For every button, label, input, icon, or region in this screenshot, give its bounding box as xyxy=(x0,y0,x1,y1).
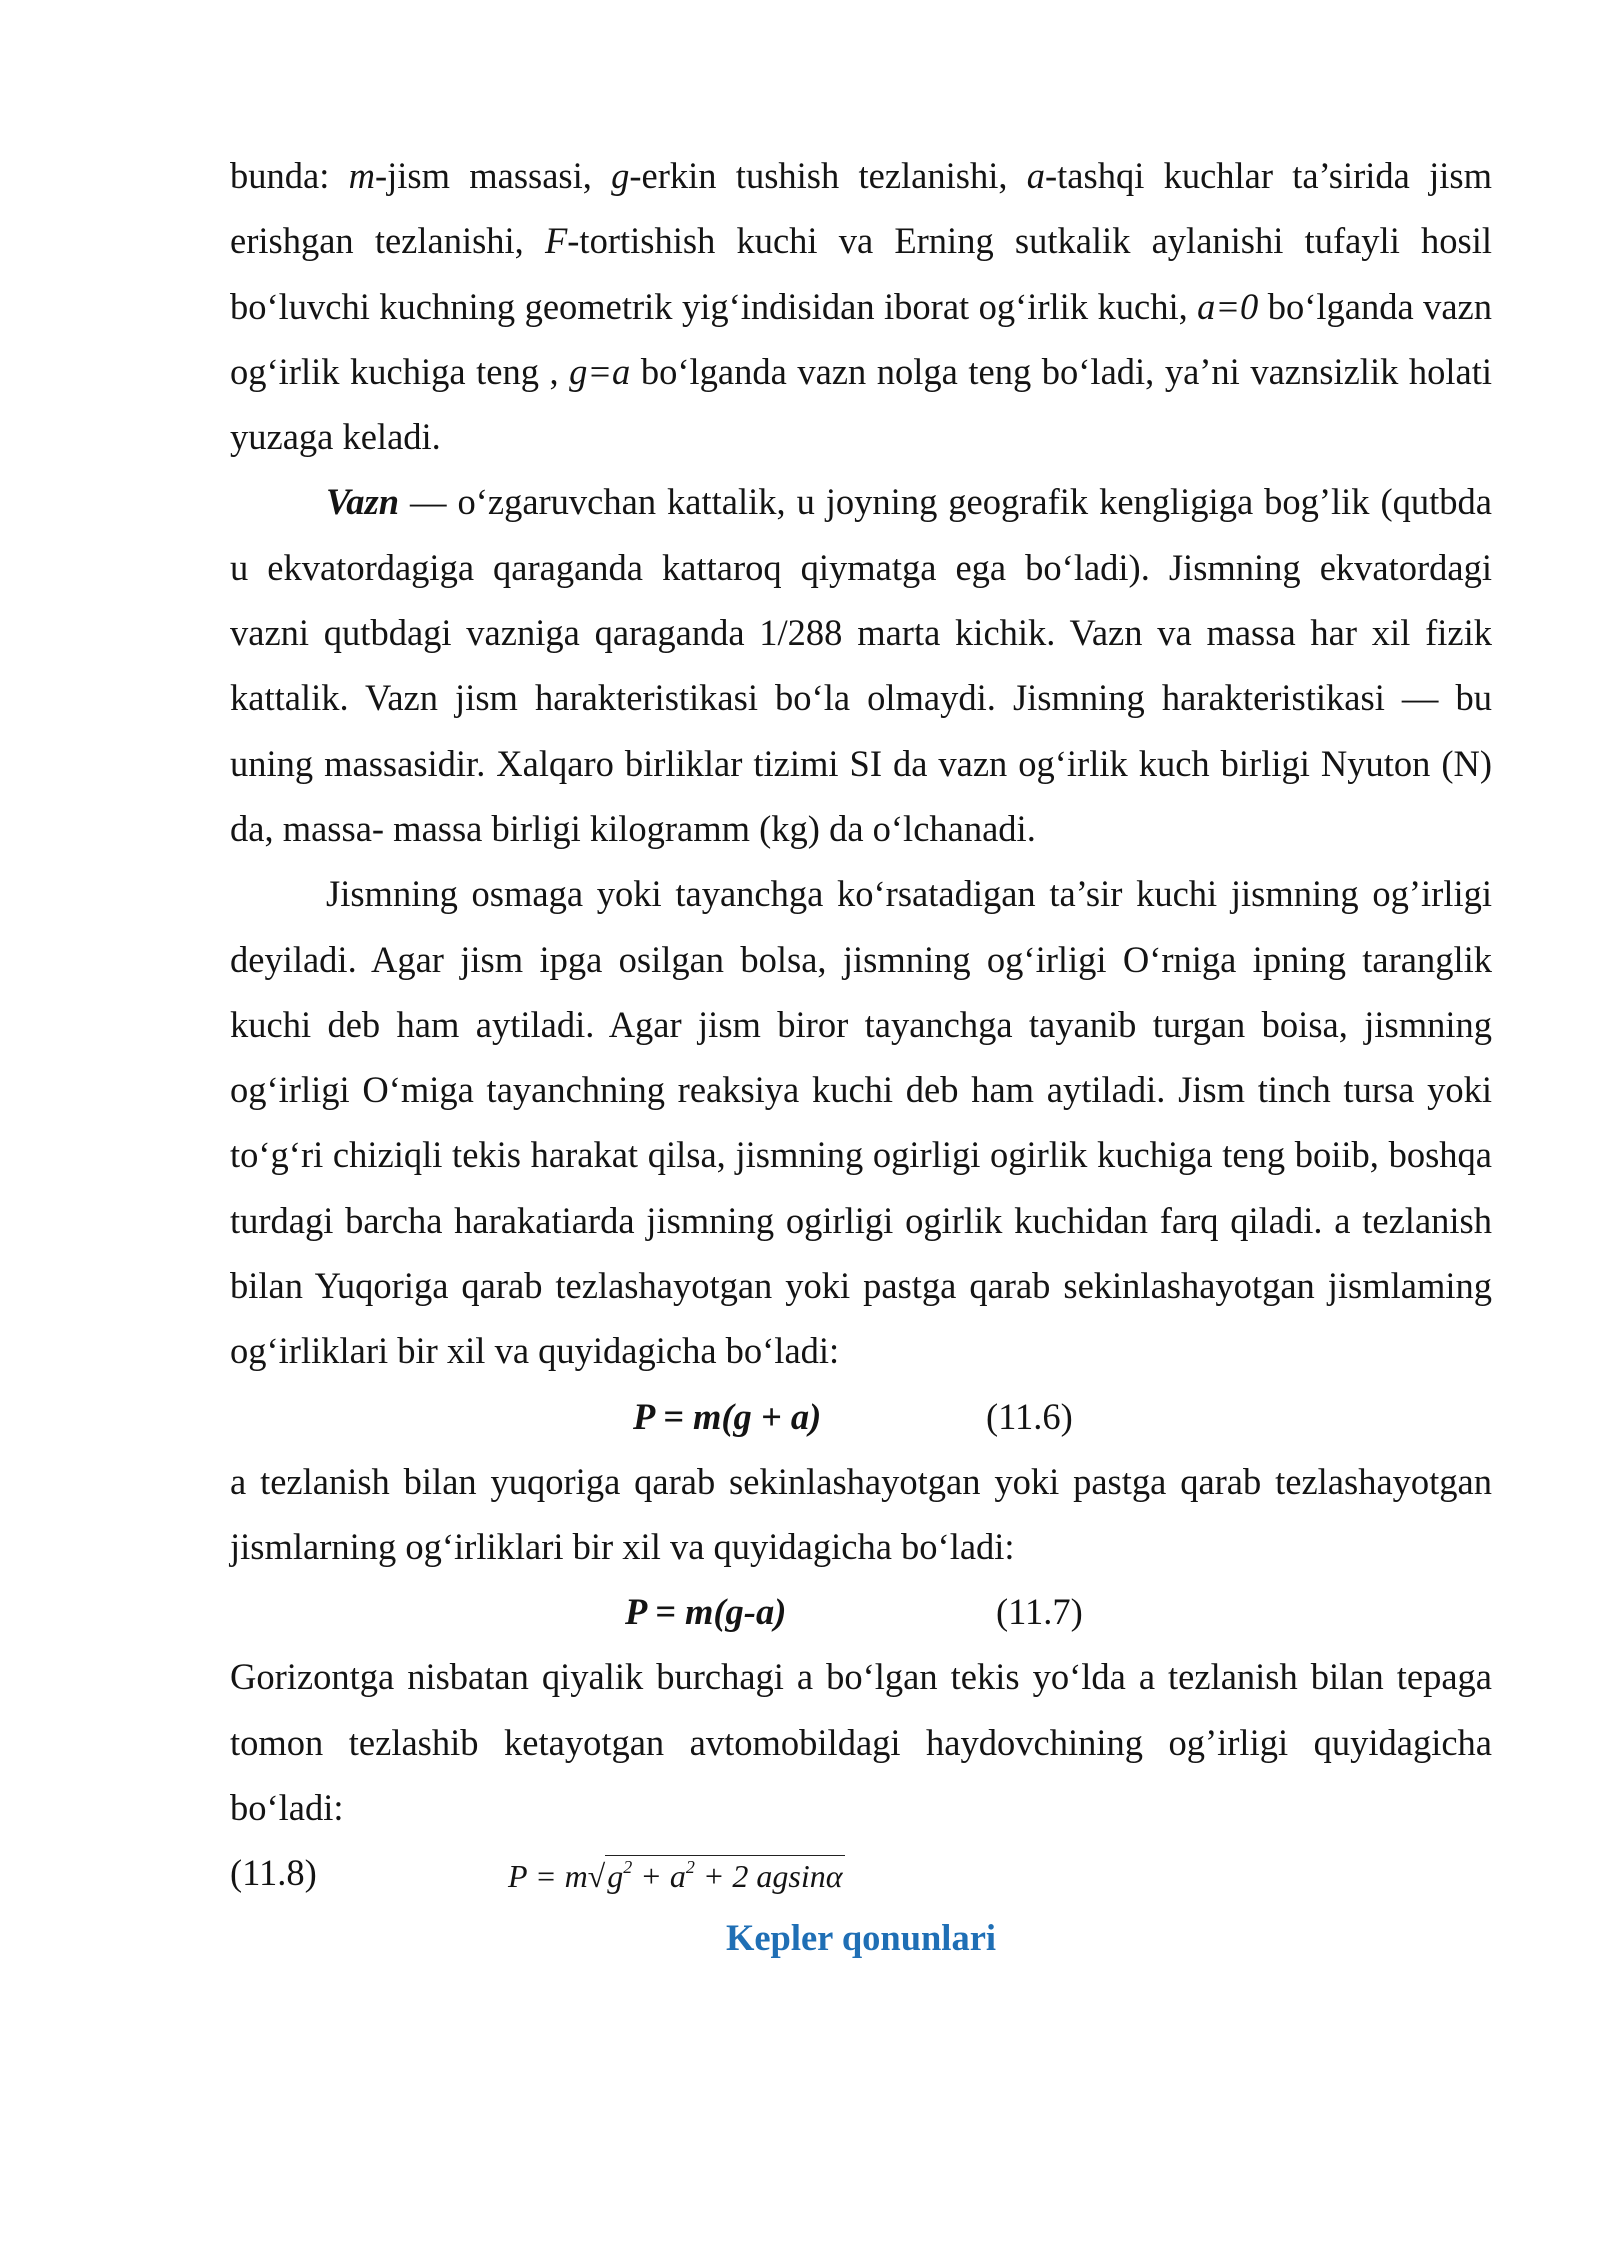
var-g: g xyxy=(607,1858,624,1895)
exponent: 2 xyxy=(685,1857,695,1878)
text-run: -tashqi kuchlar ta’sirida jism erishgan tezlanishi, xyxy=(230,155,1492,262)
equation-number: (11.6) xyxy=(986,1395,1073,1437)
var-F: F xyxy=(544,220,568,262)
radicand-rest: + 2 agsinα xyxy=(694,1858,843,1895)
plus-sign: + xyxy=(632,1858,670,1895)
expr-g-equals-a: g=a xyxy=(569,350,631,392)
text-run: -jism massasi, xyxy=(374,155,612,196)
formula-expression xyxy=(508,1844,845,1909)
paragraph-weight: Jismning osmaga yoki tayanchga ko‘rsatadigan ta’sir kuchi jismning og’irligi deyiladi. Agar jism ipga osilgan bolsa, jismning og‘irligi O‘rniga ipning taranglik kuchi deb ham aytiladi. Agar jism biror tayanchga tayanib turgan boisa, jismning og‘irligi O‘miga tayanchning reaksiya kuchi deb ham aytiladi. Jism tinch tursa yoki to‘g‘ri chiziqli tekis harakat qilsa, jismning ogirligi ogirlik kuchiga teng boiib, boshqa turdagi barcha harakatiarda jismning ogirligi ogirlik kuchidan farq qiladi. a tezlanish bilan Yuqoriga qarab tezlashayotgan yoki pastga qarab sekinlashayotgan jismlaming og‘irliklari bir xil va quyidagicha bo‘ladi: xyxy=(230,873,1492,1372)
formula-11-8 xyxy=(230,1840,1492,1905)
formula-11-6 xyxy=(230,1384,1492,1449)
text-run: — o‘zgaruvchan kattalik, u joyning geografik kengligiga bog’lik (qutbda u ekvatordagiga qaraganda kattaroq qiymatga ega bo‘ladi). Jismning ekvatordagi vazni qutbdagi vazniga qaraganda 1/288 marta kichik. Vazn va massa har xil fizik kattalik. Vazn jism harakteristikasi bo‘la olmaydi. Jismning harakteristikasi — bu uning massasidir. Xalqaro birliklar tizimi SI da vazn og‘irlik kuch birligi Nyuton (N) da, massa- massa birligi kilogramm (kg) da o‘lchanadi. xyxy=(230,481,1492,849)
text-run: -erkin tushish tezlanishi, xyxy=(629,155,1027,196)
paragraph-deceleration: a tezlanish bilan yuqoriga qarab sekinlashayotgan yoki pastga qarab tezlashayotgan jismlarning og‘irliklari bir xil va quyidagicha bo‘ladi: xyxy=(230,1460,1492,1567)
formula-expression: P = m(g-a) xyxy=(625,1591,787,1633)
text-run: bo‘lganda vazn og‘irlik kuchiga teng , xyxy=(230,285,1492,392)
page-body xyxy=(230,143,1492,1970)
equation-number: (11.8) xyxy=(230,1852,317,1894)
var-m: m xyxy=(348,155,375,196)
radicand xyxy=(605,1855,844,1896)
exponent: 2 xyxy=(623,1857,633,1878)
formula-11-7 xyxy=(230,1579,1492,1644)
expr-a-zero: a=0 xyxy=(1197,285,1259,327)
section-heading: Kepler qonunlari xyxy=(725,1917,997,1959)
paragraph-vazn xyxy=(230,469,1492,861)
equation-number: (11.7) xyxy=(996,1591,1083,1633)
text-run: -tortishish kuchi va Erning sutkalik aylanishi tufayli hosil bo‘luvchi kuchning geometrik yig‘indisidan iborat og‘irlik kuchi, xyxy=(230,220,1492,327)
text-run: bunda: xyxy=(230,155,349,196)
var-a: a xyxy=(1026,155,1045,196)
var-a: a xyxy=(669,1858,686,1895)
text-run: bo‘lganda vazn nolga teng bo‘ladi, ya’ni vaznsizlik holati yuzaga keladi. xyxy=(230,350,1492,458)
formula-expression: P = m(g + a) xyxy=(633,1395,822,1437)
paragraph-incline: Gorizontga nisbatan qiyalik burchagi a bo‘lgan tekis yo‘lda a tezlanish bilan tepaga tomon tezlashib ketayotgan avtomobildagi haydovchining og’irligi quyidagicha bo‘ladi: xyxy=(230,1656,1492,1828)
formula-lhs: P = m xyxy=(508,1858,588,1895)
paragraph-definitions xyxy=(230,143,1492,469)
var-g: g xyxy=(611,155,630,196)
radical-sign: √ xyxy=(587,1858,606,1895)
term-vazn: Vazn xyxy=(326,481,400,523)
